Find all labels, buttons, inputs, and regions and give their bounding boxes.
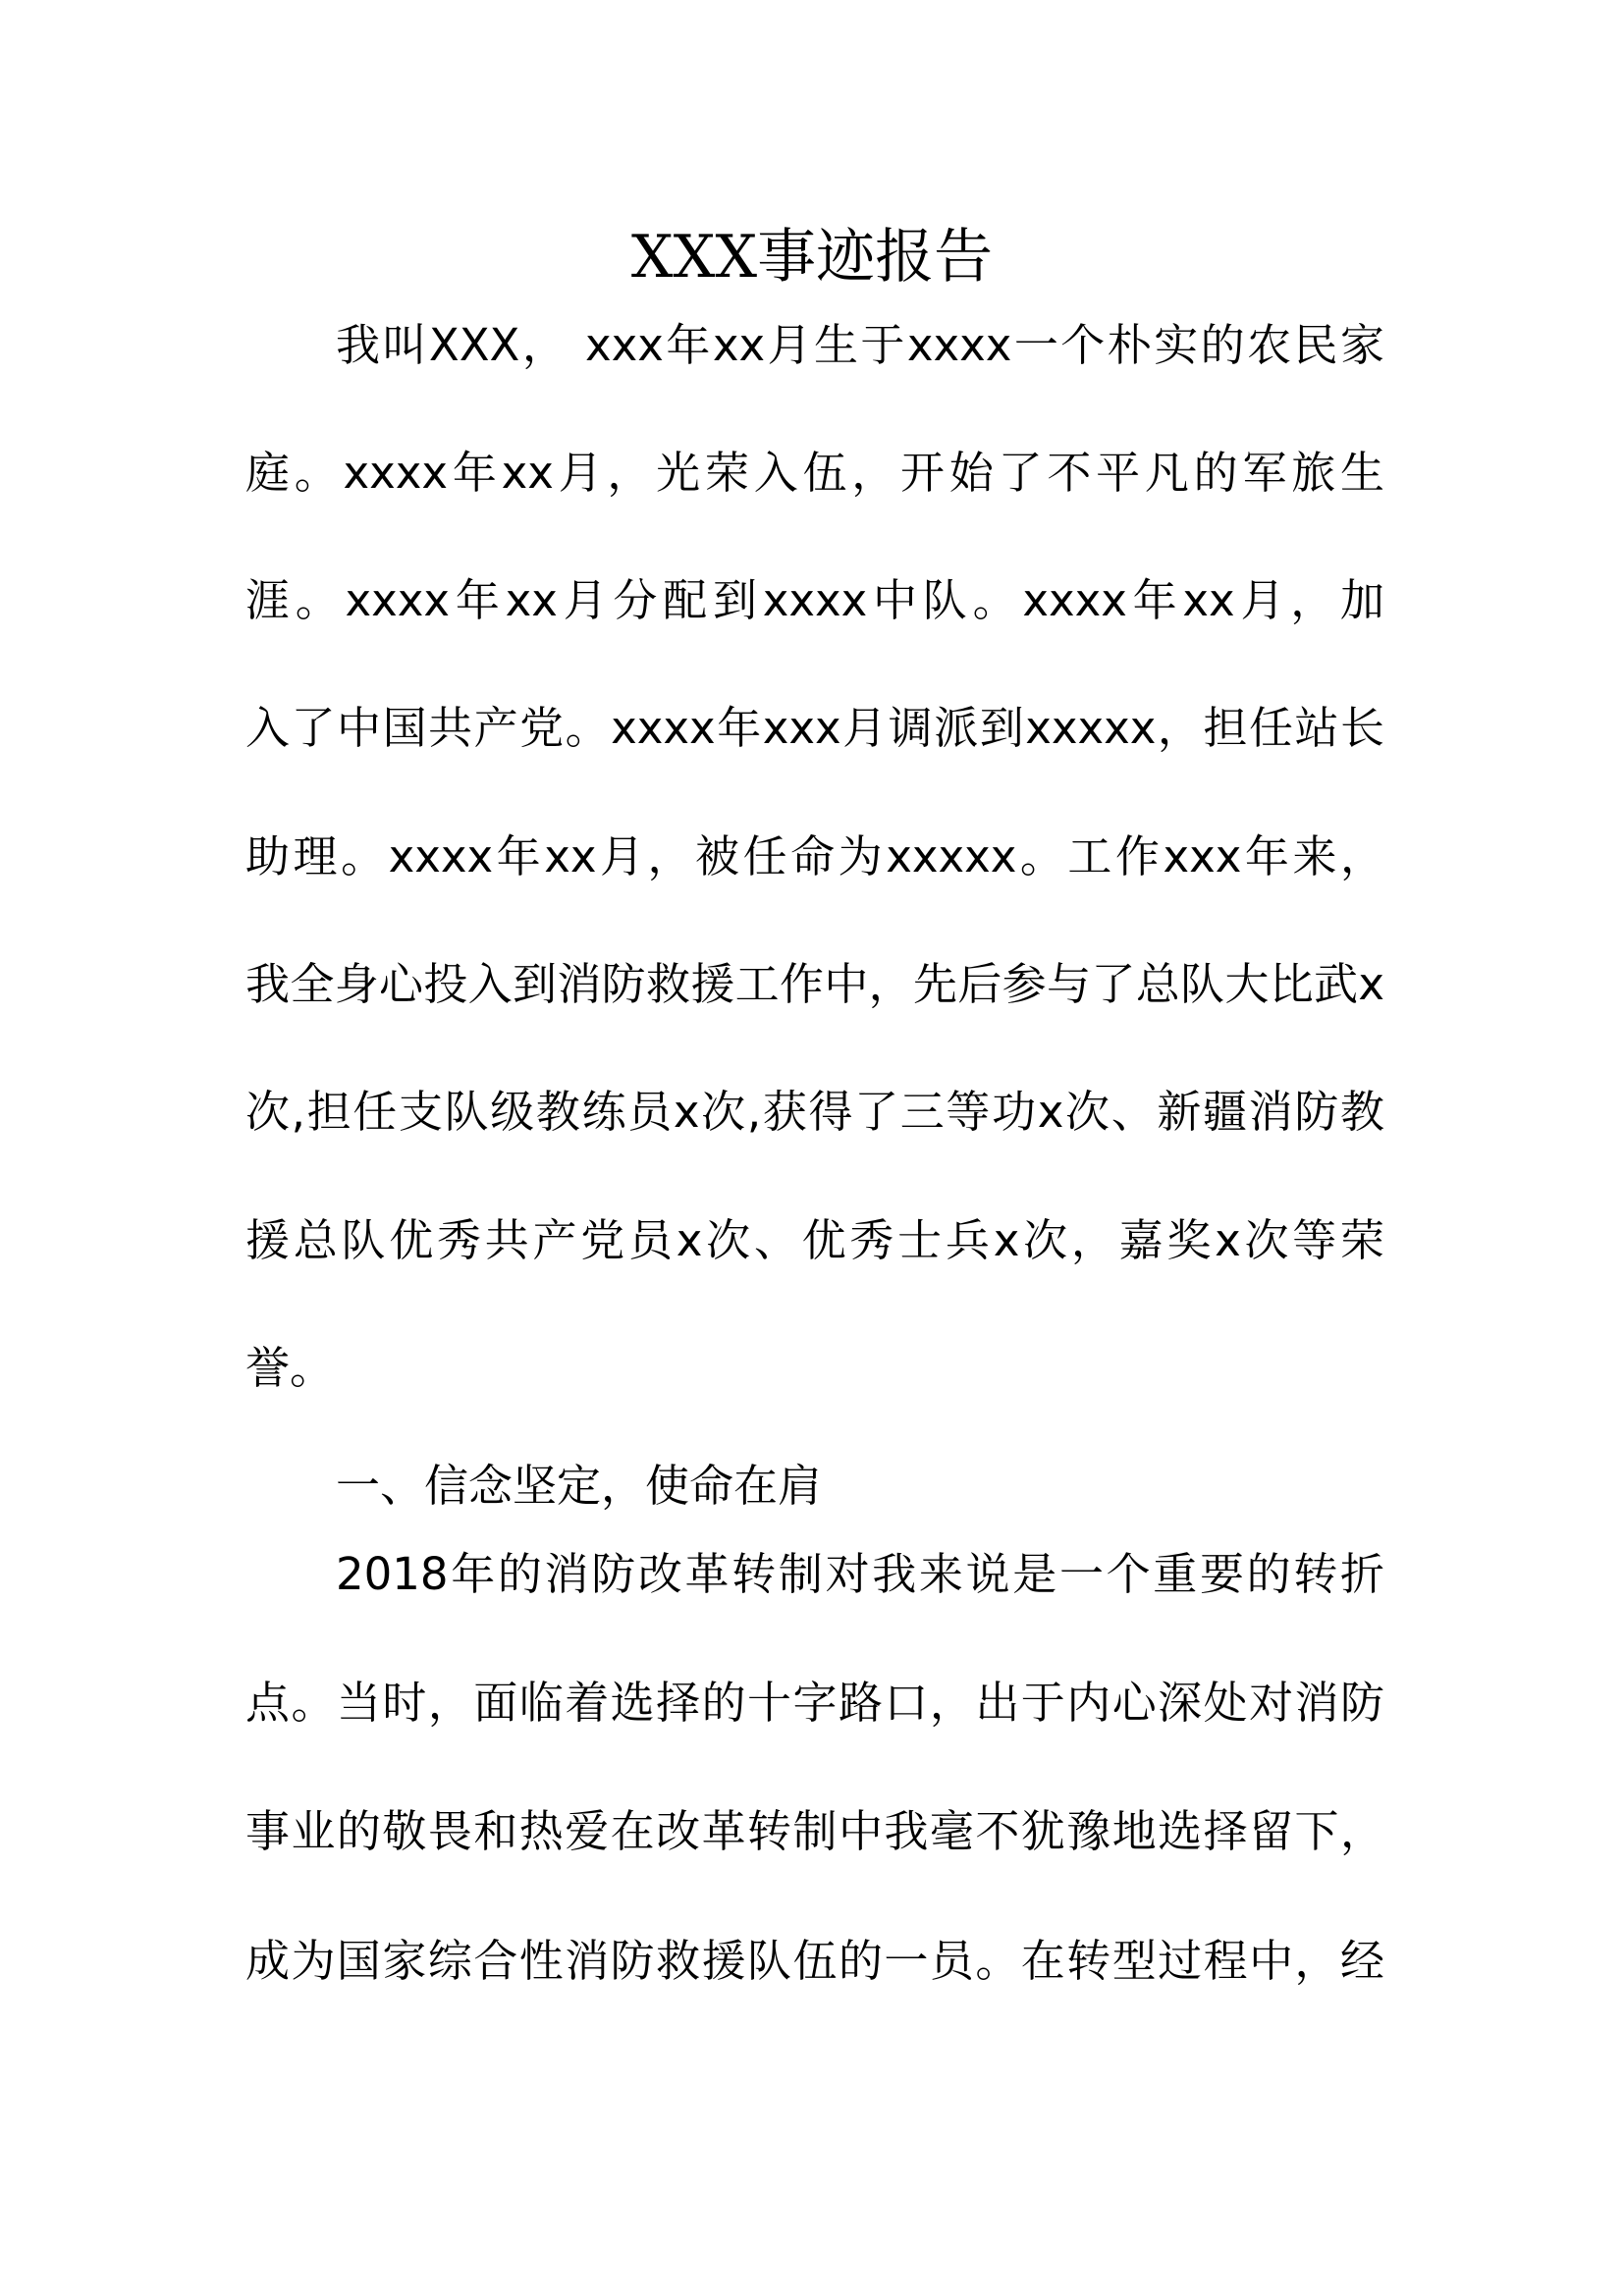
text-line: 誉。 (245, 1342, 335, 1394)
text-line: 点。当时，面临着选择的十字路口，出于内心深处对消防 (245, 1677, 1384, 1729)
document-title: XXX事迹报告 (630, 223, 994, 292)
text-line: 庭。xxxx年xx月，光荣入伍，开始了不平凡的军旅生 (245, 447, 1384, 499)
text-line: 2018年的消防改革转制对我来说是一个重要的转折 (336, 1548, 1384, 1600)
text-line: 我叫XXX， xxx年xx月生于xxxx一个朴实的农民家 (336, 319, 1384, 371)
text-line: 助理。xxxx年xx月，被任命为xxxxx。工作xxx年来， (245, 830, 1384, 882)
text-line: 涯。xxxx年xx月分配到xxxx中队。xxxx年xx月，加 (245, 574, 1384, 626)
text-line: 事业的敬畏和热爱在改革转制中我毫不犹豫地选择留下， (245, 1805, 1384, 1857)
text-line: 入了中国共产党。xxxx年xxx月调派到xxxxx，担任站长 (245, 702, 1384, 754)
text-line: 次,担任支队级教练员x次,获得了三等功x次、新疆消防教 (245, 1086, 1384, 1138)
text-line: 援总队优秀共产党员x次、优秀士兵x次，嘉奖x次等荣 (245, 1214, 1384, 1266)
text-line: 我全身心投入到消防救援工作中，先后参与了总队大比武x (245, 958, 1384, 1010)
section-heading: 一、信念坚定，使命在肩 (336, 1460, 823, 1512)
text-line: 成为国家综合性消防救援队伍的一员。在转型过程中，经 (245, 1935, 1384, 1987)
